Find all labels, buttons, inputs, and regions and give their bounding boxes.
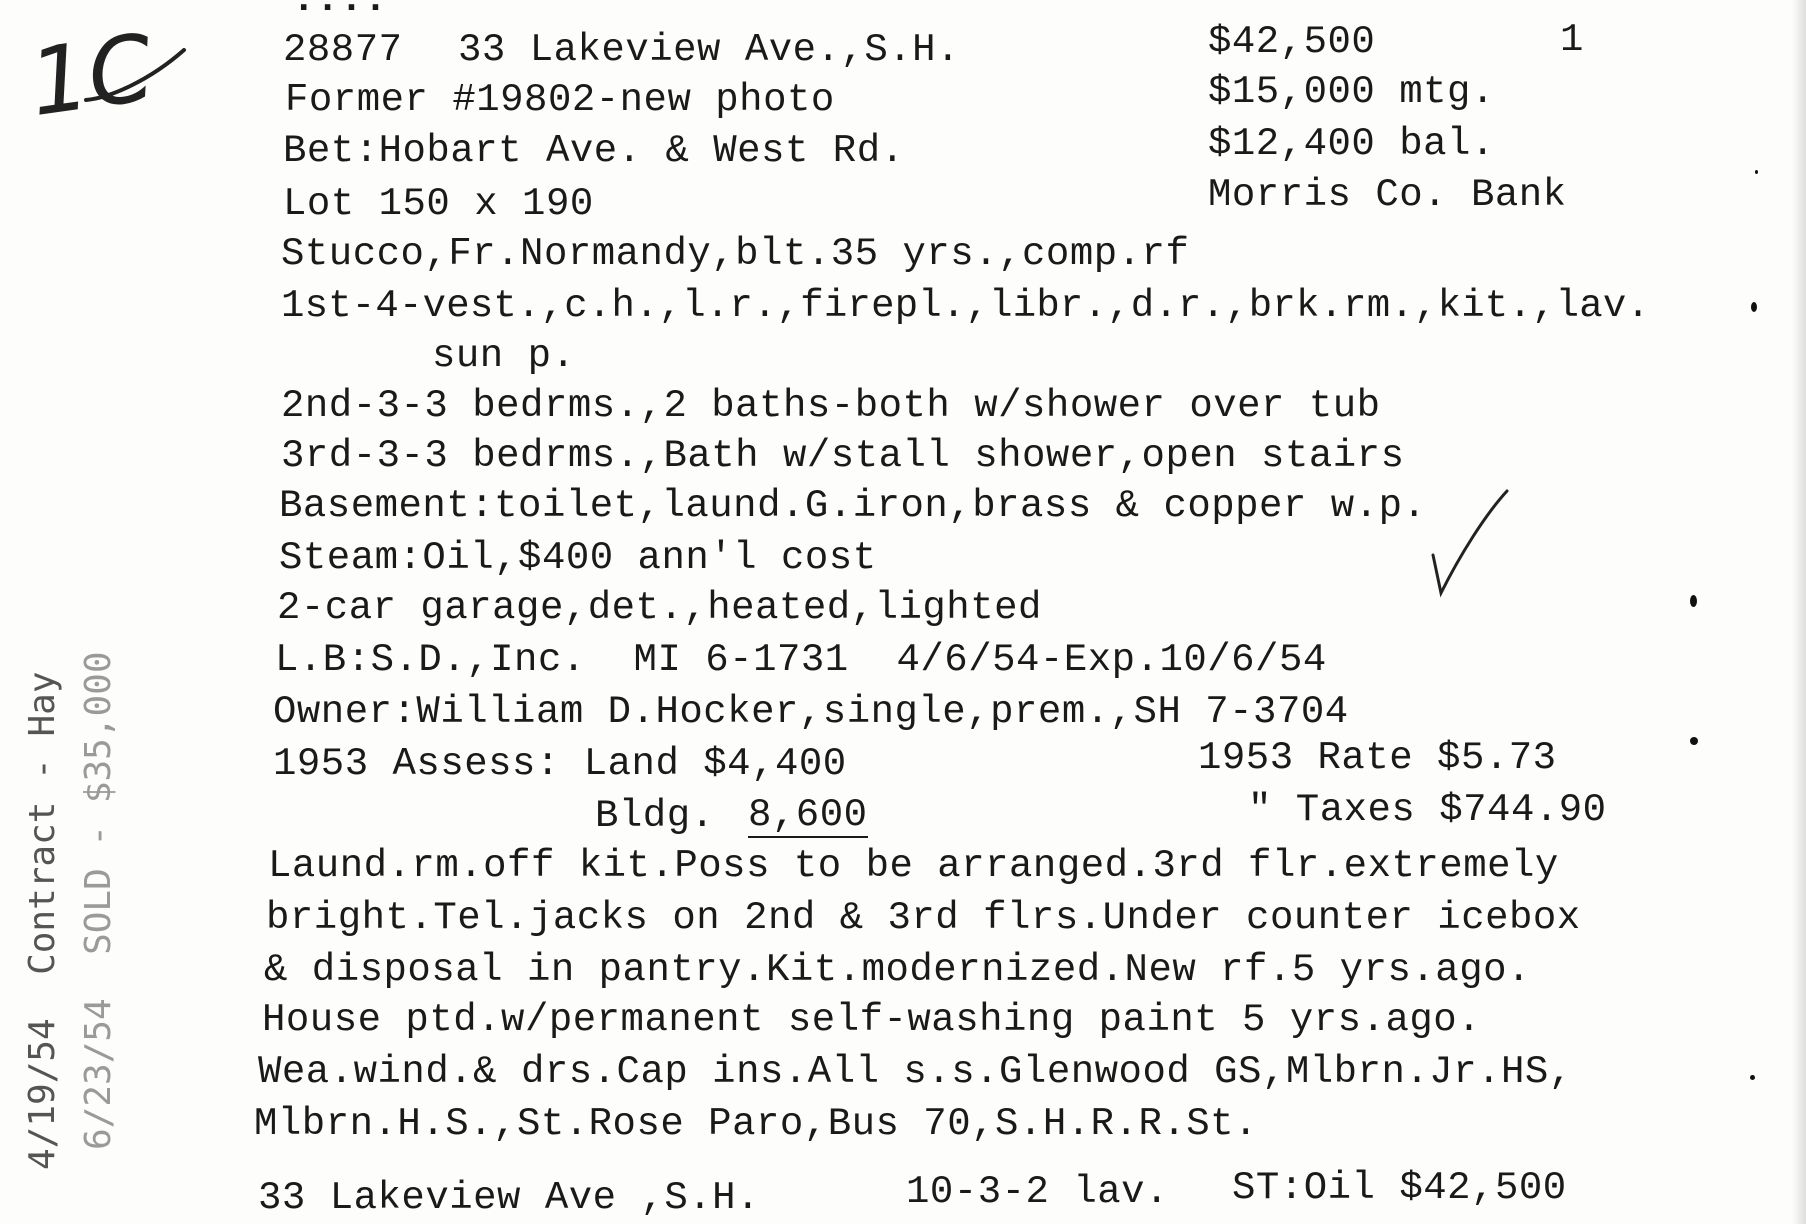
remarks-line-3: & disposal in pantry.Kit.modernized.New rf.5 yrs.ago.	[264, 948, 1531, 992]
remarks-line-1: Laund.rm.off kit.Poss to be arranged.3rd flr.extremely	[268, 844, 1559, 888]
third-floor-line: 3rd-3-3 bedrms.,Bath w/stall shower,open stairs	[281, 434, 1405, 478]
former-listing: Former #19802-new photo	[285, 78, 835, 122]
bank: Morris Co. Bank	[1208, 173, 1567, 217]
assessment-bldg-label: Bldg.	[595, 794, 715, 838]
listing-broker-line: L.B:S.D.,Inc. MI 6-1731 4/6/54-Exp.10/6/54	[275, 638, 1327, 682]
margin-note-sold: 6/23/54 SOLD - $35,000	[78, 651, 119, 1150]
card-number: 1	[1560, 18, 1584, 62]
owner-line: Owner:William D.Hocker,single,prem.,SH 7-3704	[273, 690, 1349, 734]
assessment-bldg-value: 8,600	[748, 793, 868, 837]
asking-price: $42,500	[1208, 20, 1376, 64]
first-floor-cont: sun p.	[432, 334, 576, 378]
ink-speck	[1755, 170, 1758, 174]
basement-line: Basement:toilet,laund.G.iron,brass & copper w.p.	[279, 484, 1427, 528]
remarks-line-6: Mlbrn.H.S.,St.Rose Paro,Bus 70,S.H.R.R.St.	[254, 1102, 1258, 1146]
footer-address: 33 Lakeview Ave ,S.H.	[258, 1176, 760, 1220]
handwritten-corner-mark: 1C	[23, 13, 160, 138]
taxes: " Taxes $744.90	[1248, 788, 1607, 832]
lot-size: Lot 150 x 190	[283, 182, 594, 226]
ink-speck	[1690, 737, 1698, 745]
construction-line: Stucco,Fr.Normandy,blt.35 yrs.,comp.rf	[281, 232, 1190, 276]
remarks-line-5: Wea.wind.& drs.Cap ins.All s.s.Glenwood GS,Mlbrn.Jr.HS,	[258, 1050, 1573, 1094]
ink-speck	[1750, 1075, 1755, 1080]
garage-line: 2-car garage,det.,heated,lighted	[277, 586, 1042, 630]
card-edge-shadow	[1792, 0, 1806, 1224]
first-floor-line: 1st-4-vest.,c.h.,l.r.,firepl.,libr.,d.r.,brk.rm.,kit.,lav.	[281, 284, 1651, 328]
assessment-land: 1953 Assess: Land $4,400	[273, 742, 847, 786]
remarks-line-4: House ptd.w/permanent self-washing paint 5 yrs.ago.	[262, 998, 1482, 1042]
balance: $12,400 bal.	[1208, 122, 1495, 166]
heating-line: Steam:Oil,$400 ann'l cost	[279, 536, 877, 580]
ink-speck	[1751, 302, 1757, 312]
tax-rate: 1953 Rate $5.73	[1198, 736, 1557, 780]
remarks-line-2: bright.Tel.jacks on 2nd & 3rd flrs.Under counter icebox	[266, 896, 1581, 940]
footer-heat-price: ST:Oil $42,500	[1232, 1166, 1567, 1210]
ink-speck	[1690, 595, 1697, 607]
handwritten-swoosh	[80, 40, 190, 110]
top-dots: ....	[292, 0, 388, 22]
listing-number: 28877	[283, 28, 403, 72]
footer-rooms: 10-3-2 lav.	[906, 1170, 1169, 1214]
check-mark-icon	[1425, 485, 1515, 605]
second-floor-line: 2nd-3-3 bedrms.,2 baths-both w/shower over tub	[281, 384, 1381, 428]
margin-note-contract: 4/19/54 Contract - Hay	[22, 671, 63, 1170]
header-address: 33 Lakeview Ave.,S.H.	[458, 28, 960, 72]
mortgage: $15,000 mtg.	[1208, 70, 1495, 114]
between-streets: Bet:Hobart Ave. & West Rd.	[283, 129, 905, 173]
